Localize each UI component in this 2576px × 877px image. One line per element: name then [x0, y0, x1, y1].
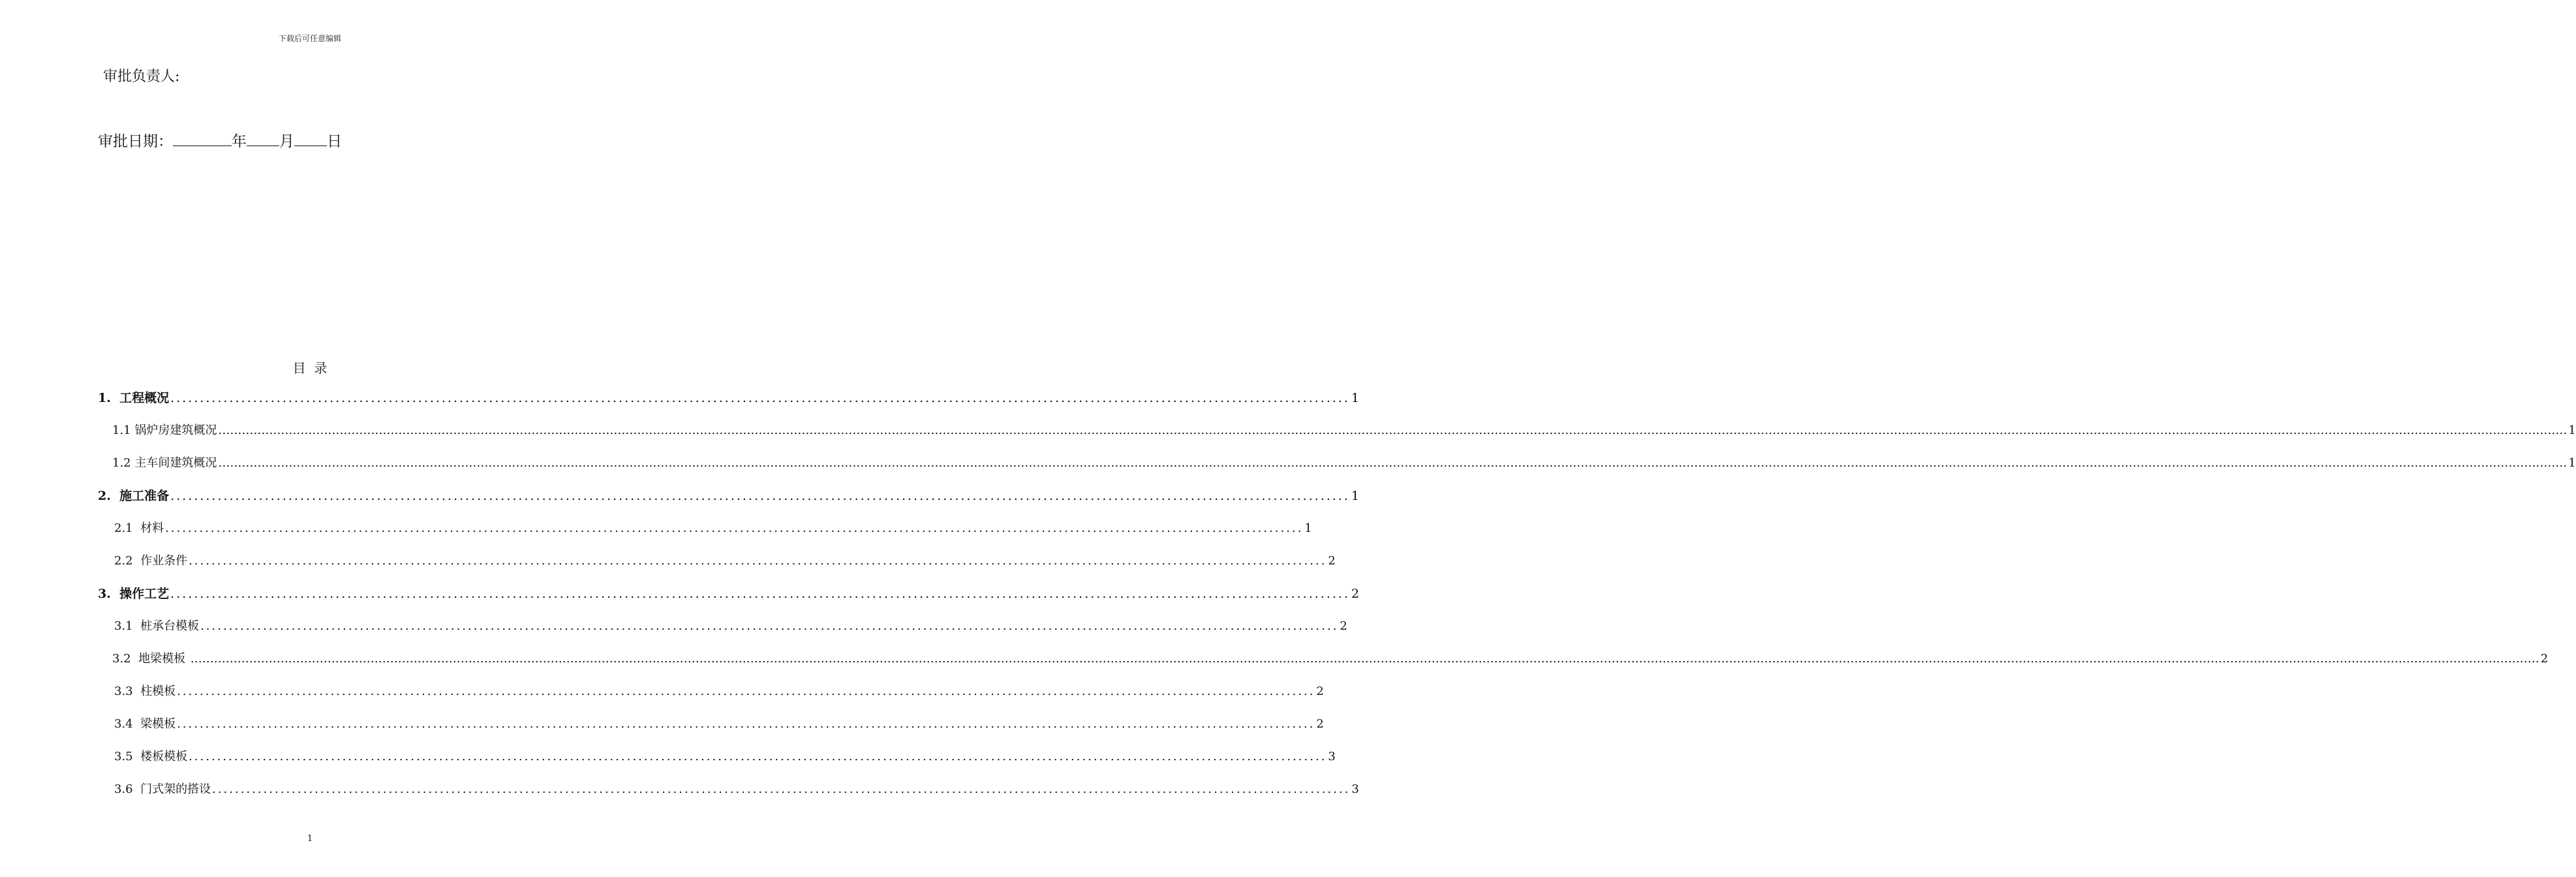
toc-item-page: 1 [1351, 391, 1360, 405]
month-label: 月 [279, 133, 294, 150]
toc-item-label: 1. 工程概况 [98, 391, 170, 405]
toc-item-label: 1.2 主车间建筑概况 [112, 456, 217, 470]
toc-leader-dots: ........................................................................................................................................................................................................ [212, 782, 1351, 796]
toc-leader-dots: ........................................................................................................................................................................................................ [189, 554, 1327, 568]
approval-date-line [98, 129, 342, 151]
toc-leader-dots: ........................................................................................................................................................................................................ [165, 521, 1304, 535]
toc-leader-dots: ........................................................................................................................................................................................................ [170, 391, 1350, 405]
toc-item[interactable] [114, 551, 1336, 568]
toc-item-page: 2 [1316, 685, 1324, 698]
day-label: 日 [327, 133, 342, 150]
toc-item[interactable] [114, 715, 1324, 731]
toc-leader-dots: …………………………………………………………………………………………………………………………………………………………………………………………………………………………………………………………………………………………………………………………………………………………………………………………………………………………………………………………………………………………………………………………………………………… [218, 423, 2568, 437]
toc-item[interactable] [112, 454, 2576, 470]
toc-item-label: 3.4 梁模板 [114, 717, 176, 731]
toc-leader-dots: ........................................................................................................................................................................................................ [177, 717, 1315, 731]
toc-item-page: 1 [1351, 489, 1360, 503]
approval-date-label: 审批日期： [98, 133, 173, 150]
toc-title: 目 录 [292, 360, 328, 376]
toc-leader-dots: …………………………………………………………………………………………………………………………………………………………………………………………………………………………………………………………………………………………………………………………………………………………………………………………………………………………………………………………………………………………………………………………………………………… [218, 456, 2568, 470]
toc-leader-dots: ........................................................................................................................................................................................................ [189, 750, 1327, 763]
toc-item-label: 3.6 门式架的搭设 [114, 782, 211, 796]
page-number: 1 [307, 834, 313, 844]
toc-leader-dots: ........................................................................................................................................................................................................ [170, 587, 1350, 601]
toc-item-page: 2 [1351, 587, 1360, 601]
toc-item[interactable] [112, 421, 2576, 438]
toc-item[interactable] [114, 519, 1312, 536]
approver-label: 审批负责人: [103, 69, 180, 85]
toc-item[interactable] [114, 780, 1359, 797]
toc-item-label: 3.2 地梁模板 [112, 652, 189, 666]
year-label: 年 [232, 133, 247, 150]
toc-item-label: 1.1 锅炉房建筑概况 [112, 423, 217, 437]
month-blank [247, 131, 279, 146]
toc-item-label: 3. 操作工艺 [98, 587, 170, 601]
toc-item[interactable] [114, 617, 1347, 634]
page-header: 下载后可任意编辑 [278, 34, 341, 43]
toc-item-label: 3.1 桩承台模板 [114, 619, 200, 633]
toc-leader-dots: ........................................................................................................................................................................................................ [177, 685, 1315, 698]
toc-item[interactable] [112, 649, 2549, 666]
toc-item-page: 3 [1328, 750, 1336, 763]
toc-item-page: 2 [1340, 619, 1347, 633]
day-blank [294, 131, 327, 146]
toc-item-page: 2 [2540, 652, 2549, 666]
toc-item-label: 3.5 楼板模板 [114, 750, 188, 763]
toc-item-page: 1 [2568, 456, 2576, 470]
toc-item-label: 2.2 作业条件 [114, 554, 188, 568]
toc-item-page: 1 [2568, 423, 2576, 437]
toc-leader-dots: ........................................................................................................................................................................................................ [200, 619, 1339, 633]
toc-item[interactable] [98, 486, 1360, 504]
toc-leader-dots: …………………………………………………………………………………………………………………………………………………………………………………………………………………………………………………………………………………………………………………………………………………………………………………………………………………………………………………………………………………………………………………………………………………… [190, 652, 2539, 666]
toc-item-label: 2.1 材料 [114, 521, 164, 535]
year-blank [173, 131, 232, 146]
toc-item-page: 3 [1351, 782, 1359, 796]
toc-item-page: 2 [1316, 717, 1324, 731]
toc-item-page: 1 [1304, 521, 1312, 535]
toc-item-page: 2 [1328, 554, 1336, 568]
toc-leader-dots: ........................................................................................................................................................................................................ [170, 489, 1350, 503]
toc-item[interactable] [114, 682, 1324, 699]
toc-item[interactable] [114, 747, 1336, 764]
toc-item-label: 3.3 柱模板 [114, 685, 176, 698]
toc-item[interactable] [98, 584, 1360, 602]
toc-item-label: 2. 施工准备 [98, 489, 170, 503]
toc-item[interactable] [98, 388, 1360, 406]
